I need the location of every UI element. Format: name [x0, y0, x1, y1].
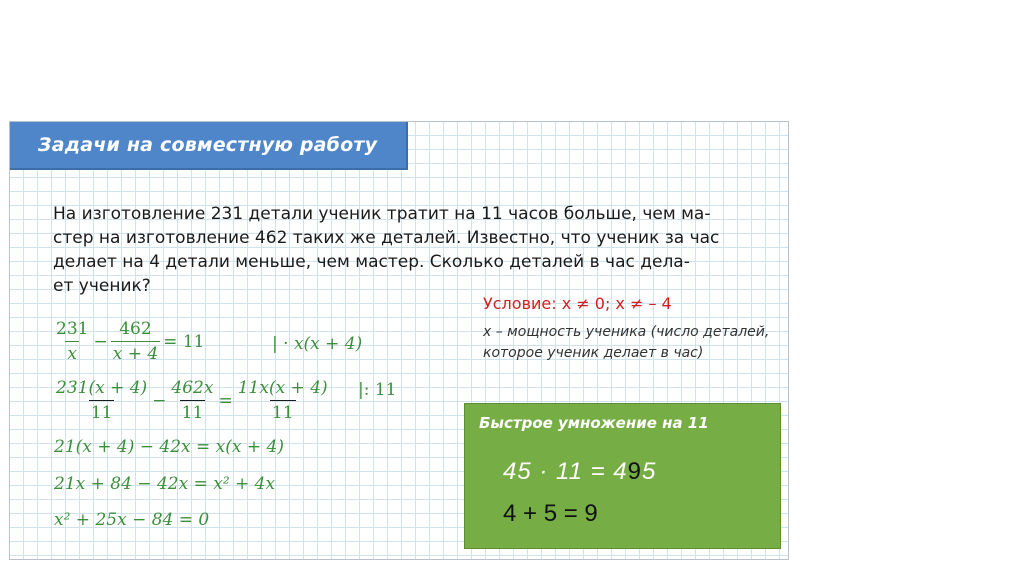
multiplier-note: | · x(x + 4) [272, 334, 363, 354]
slide-title: Задачи на совместную работу [38, 134, 378, 156]
fraction [54, 319, 90, 364]
fraction [236, 378, 330, 423]
divider-note: |: 11 [358, 380, 397, 400]
fraction [169, 378, 215, 423]
slide [9, 121, 789, 560]
problem-line: делает на 4 детали меньше, чем мастер. Сколько деталей в час дела- [53, 252, 690, 272]
minus-sign: − [152, 390, 167, 411]
problem-text [53, 202, 768, 298]
numerator: 231 [56, 319, 89, 339]
quick-equation-1: 45 · 11 = 495 [503, 458, 657, 485]
title-banner [10, 122, 408, 170]
minus-sign: − [93, 331, 108, 352]
fraction [54, 378, 149, 423]
condition-text: Условие: x ≠ 0; x ≠ – 4 [483, 294, 672, 313]
fraction [111, 319, 160, 364]
quick-box-title: Быстрое умножение на 11 [479, 414, 709, 432]
denominator: 11 [270, 400, 296, 423]
equation-3: 21(x + 4) − 42x = x(x + 4) [54, 437, 284, 457]
equation-2 [54, 378, 330, 423]
equals-value: = 11 [163, 331, 205, 352]
denominator: 11 [180, 400, 206, 423]
problem-line: На изготовление 231 детали ученик тратит на 11 часов больше, чем ма- [53, 204, 711, 224]
variable-note: x – мощность ученика (число деталей, которое ученик делает в час) [483, 324, 770, 361]
problem-line: стер на изготовление 462 таких же деталей. Известно, что ученик за час [53, 228, 720, 248]
equation-1 [54, 319, 204, 364]
problem-line: ет ученик? [53, 276, 151, 296]
quick-equation-2: 4 + 5 = 9 [503, 500, 598, 527]
equals-sign: = [218, 390, 233, 411]
denominator: 11 [89, 400, 115, 423]
denominator: x [65, 341, 79, 364]
denominator: x + 4 [111, 341, 160, 364]
numerator: 11x(x + 4) [237, 378, 328, 398]
numerator: 231(x + 4) [56, 378, 148, 398]
numerator: 462 [119, 319, 152, 339]
numerator: 462x [171, 378, 214, 398]
equation-4: 21x + 84 − 42x = x² + 4x [54, 474, 276, 494]
quick-multiplication-box [464, 403, 781, 549]
equation-5: x² + 25x − 84 = 0 [54, 510, 210, 530]
